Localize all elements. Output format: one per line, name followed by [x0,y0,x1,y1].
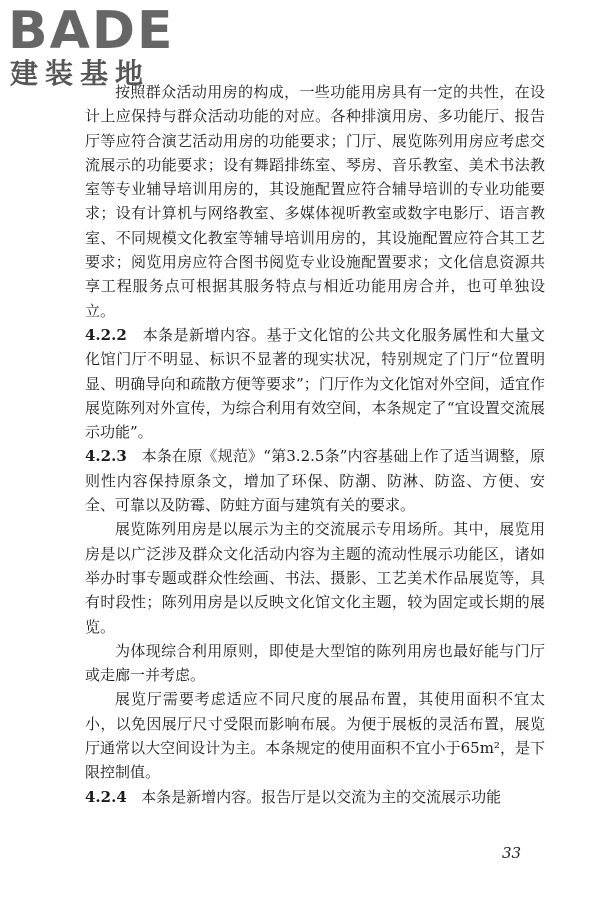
paragraph-text: 本条在原《规范》“第3.2.5条”内容基础上作了适当调整，原则性内容保持原条文，增加了环保、防潮、防淋、防盗、方便、安全、可靠以及防霉、防蛀方面与建筑有关的要求。 [85,447,545,515]
paragraph-text: 展览厅需要考虑适应不同尺度的展品布置，其使用面积不宜太小，以免因展厅尺寸受限而影响布展。为便于展板的灵活布置，展览厅通常以大空间设计为主。本条规定的使用面积不宜小于65m²，是下限控制值。 [85,690,545,782]
clause-4-2-2 [85,323,545,444]
paragraph-text: 本条是新增内容。报告厅是以交流为主的交流展示功能 [141,787,502,806]
logo-wordmark: BADE [8,1,175,61]
paragraph-text: 为体现综合利用原则，即使是大型馆的陈列用房也最好能与门厅或走廊一并考虑。 [85,641,545,685]
clause-number: 4.2.4 [85,787,127,806]
document-body [85,80,545,809]
paragraph-text: 按照群众活动用房的构成，一些功能用房具有一定的共性，在设计上应保持与群众活动功能的对应。各种排演用房、多功能厅、报告厅等应符合演艺活动用房的功能要求；门厅、展览陈列用房应考虑交流展示的功能要求；设有舞蹈排练室、琴房、音乐教室、美术书法教室等专业辅导培训用房的，其设施配置应符合辅导培训的专业功能要求；设有计算机与网络教室、多媒体视听教室或数字电影厅、语言教室、不同规模文化教室等辅导培训用房的，其设施配置应符合其工艺要求；阅览用房应符合图书阅览专业设施配置要求；文化信息资源共享工程服务点可根据其服务特点与相近功能用房合并，也可单独设立。 [85,83,545,320]
paragraph-text: 本条是新增内容。基于文化馆的公共文化服务属性和大量文化馆门厅不明显、标识不显著的现实状况，特别规定了门厅“位置明显、明确导向和疏散方便等要求”；门厅作为文化馆对外空间，适宜作展览陈列对外宣传，为综合利用有效空间，本条规定了“宜设置交流展示功能”。 [85,325,545,442]
paragraph-text: 展览陈列用房是以展示为主的交流展示专用场所。其中，展览用房是以广泛涉及群众文化活动内容为主题的流动性展示功能区，诸如举办时事专题或群众性绘画、书法、摄影、工艺美术作品展览等，具有时段性；陈列用房是以反映文化馆文化主题，较为固定或长期的展览。 [85,520,545,636]
paragraph-exhibition [85,517,545,638]
paragraph-1 [85,80,545,323]
paragraph-hall-area [85,687,545,784]
clause-number: 4.2.3 [85,447,127,466]
logo-subtitle: 建装基地 [10,57,151,90]
page-number: 33 [502,844,522,862]
clause-4-2-3 [85,444,545,517]
clause-number: 4.2.2 [85,325,127,344]
paragraph-principle [85,639,545,688]
clause-4-2-4 [85,785,545,809]
